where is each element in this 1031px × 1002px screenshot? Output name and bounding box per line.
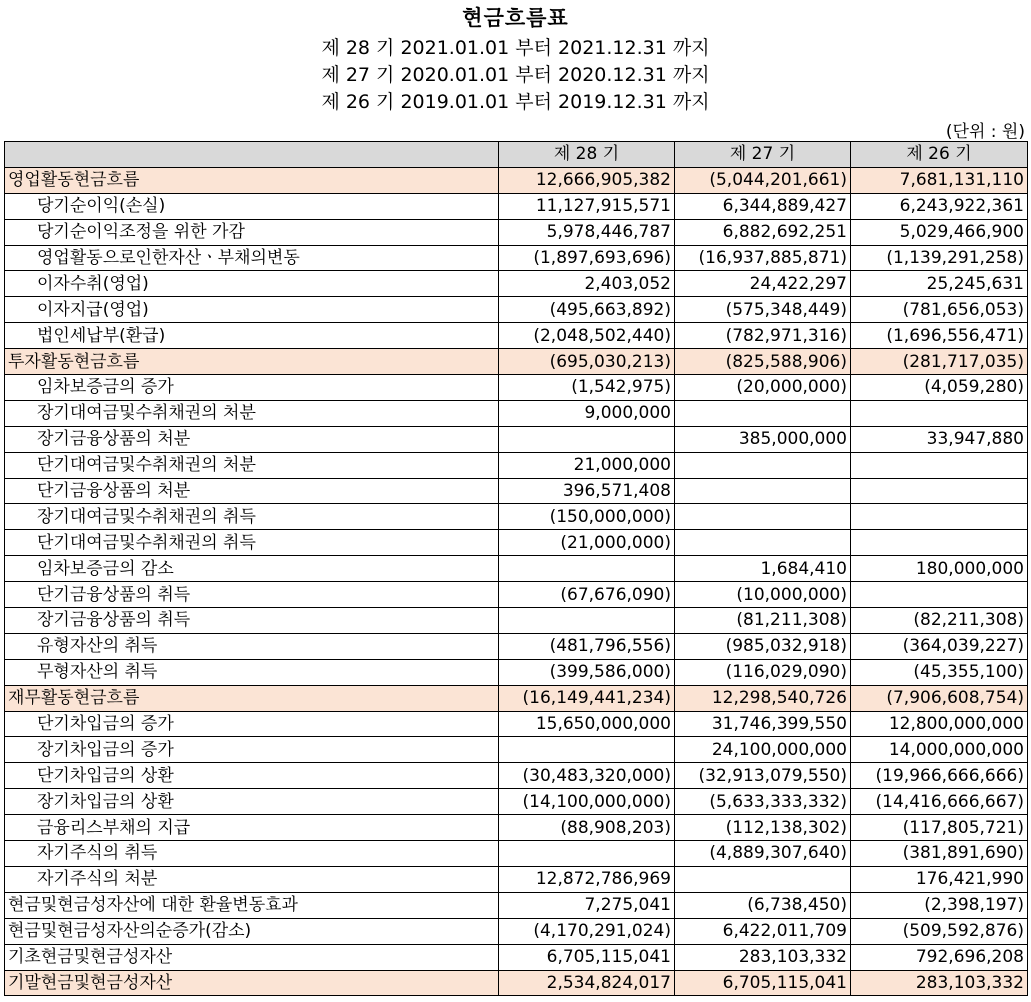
row-value-26: [851, 582, 1028, 608]
row-value-27: (32,913,079,550): [675, 763, 851, 789]
row-value-28: [499, 608, 675, 634]
row-value-26: (281,717,035): [851, 349, 1028, 375]
row-label: 이자지급(영업): [5, 297, 499, 323]
row-label: 법인세납부(환급): [5, 323, 499, 349]
row-value-27: 6,882,692,251: [675, 219, 851, 245]
row-value-28: (88,908,203): [499, 815, 675, 841]
row-value-26: (19,966,666,666): [851, 763, 1028, 789]
row-value-28: 15,650,000,000: [499, 711, 675, 737]
row-value-27: [675, 866, 851, 892]
table-row: [5, 608, 1028, 634]
header-period-27: 제 27 기: [675, 142, 851, 168]
row-label: 기초현금및현금성자산: [5, 944, 499, 970]
row-value-27: (985,032,918): [675, 633, 851, 659]
table-row: [5, 944, 1028, 970]
table-row: [5, 582, 1028, 608]
row-value-27: [675, 452, 851, 478]
row-value-28: (30,483,320,000): [499, 763, 675, 789]
table-row: [5, 193, 1028, 219]
row-value-26: [851, 504, 1028, 530]
table-row: [5, 323, 1028, 349]
unit-label: (단위 : 원): [945, 122, 1025, 142]
row-value-26: (509,592,876): [851, 918, 1028, 944]
row-label: 영업활동현금흐름: [5, 167, 499, 193]
table-row: [5, 866, 1028, 892]
row-value-27: 6,344,889,427: [675, 193, 851, 219]
row-value-26: (7,906,608,754): [851, 685, 1028, 711]
row-value-26: (2,398,197): [851, 892, 1028, 918]
row-value-27: 6,705,115,041: [675, 970, 851, 996]
row-value-28: (399,586,000): [499, 659, 675, 685]
row-value-28: (21,000,000): [499, 530, 675, 556]
row-value-27: (782,971,316): [675, 323, 851, 349]
row-value-27: 12,298,540,726: [675, 685, 851, 711]
table-row: [5, 659, 1028, 685]
row-value-27: (5,633,333,332): [675, 789, 851, 815]
row-value-27: 6,422,011,709: [675, 918, 851, 944]
table-row: [5, 711, 1028, 737]
row-label: 단기차입금의 증가: [5, 711, 499, 737]
row-value-28: 7,275,041: [499, 892, 675, 918]
row-label: 단기대여금및수취채권의 취득: [5, 530, 499, 556]
cash-flow-table: [4, 141, 1028, 996]
table-row: [5, 245, 1028, 271]
table-row: [5, 685, 1028, 711]
row-label: 장기차입금의 상환: [5, 789, 499, 815]
table-row: [5, 970, 1028, 996]
row-value-28: 2,403,052: [499, 271, 675, 297]
row-label: 자기주식의 처분: [5, 866, 499, 892]
row-value-28: [499, 841, 675, 867]
row-value-27: [675, 530, 851, 556]
period-line-26: 제 26 기 2019.01.01 부터 2019.12.31 까지: [321, 91, 710, 113]
row-value-26: 7,681,131,110: [851, 167, 1028, 193]
header-period-26: 제 26 기: [851, 142, 1028, 168]
row-value-28: (1,897,693,696): [499, 245, 675, 271]
row-value-26: 283,103,332: [851, 970, 1028, 996]
table-row: [5, 530, 1028, 556]
row-value-26: (1,139,291,258): [851, 245, 1028, 271]
row-value-26: (117,805,721): [851, 815, 1028, 841]
row-label: 기말현금및현금성자산: [5, 970, 499, 996]
row-value-27: [675, 400, 851, 426]
row-value-28: 21,000,000: [499, 452, 675, 478]
row-label: 단기금융상품의 처분: [5, 478, 499, 504]
row-value-26: [851, 452, 1028, 478]
row-value-28: 2,534,824,017: [499, 970, 675, 996]
row-label: 장기대여금및수취채권의 처분: [5, 400, 499, 426]
table-row: [5, 297, 1028, 323]
row-value-26: [851, 478, 1028, 504]
row-label: 단기금융상품의 취득: [5, 582, 499, 608]
table-row: [5, 633, 1028, 659]
row-label: 장기금융상품의 처분: [5, 426, 499, 452]
row-label: 당기순이익(손실): [5, 193, 499, 219]
table-row: [5, 349, 1028, 375]
row-value-27: 24,422,297: [675, 271, 851, 297]
table-row: [5, 763, 1028, 789]
row-value-26: [851, 530, 1028, 556]
header-blank: [5, 142, 499, 168]
row-value-26: 180,000,000: [851, 556, 1028, 582]
row-label: 무형자산의 취득: [5, 659, 499, 685]
table-row: [5, 478, 1028, 504]
header-period-28: 제 28 기: [499, 142, 675, 168]
row-value-26: (364,039,227): [851, 633, 1028, 659]
row-value-26: (14,416,666,667): [851, 789, 1028, 815]
row-value-26: (781,656,053): [851, 297, 1028, 323]
row-label: 단기대여금및수취채권의 처분: [5, 452, 499, 478]
row-value-27: (112,138,302): [675, 815, 851, 841]
row-value-28: (16,149,441,234): [499, 685, 675, 711]
table-row: [5, 219, 1028, 245]
row-value-27: (5,044,201,661): [675, 167, 851, 193]
row-value-27: (20,000,000): [675, 375, 851, 401]
row-label: 자기주식의 취득: [5, 841, 499, 867]
table-row: [5, 918, 1028, 944]
row-value-27: (575,348,449): [675, 297, 851, 323]
row-value-28: 11,127,915,571: [499, 193, 675, 219]
row-value-26: 6,243,922,361: [851, 193, 1028, 219]
row-label: 유형자산의 취득: [5, 633, 499, 659]
row-value-26: (381,891,690): [851, 841, 1028, 867]
row-label: 단기차입금의 상환: [5, 763, 499, 789]
table-row: [5, 452, 1028, 478]
row-label: 영업활동으로인한자산ㆍ부채의변동: [5, 245, 499, 271]
row-label: 임차보증금의 감소: [5, 556, 499, 582]
row-value-28: 12,872,786,969: [499, 866, 675, 892]
table-row: [5, 737, 1028, 763]
row-value-28: (14,100,000,000): [499, 789, 675, 815]
row-value-28: 396,571,408: [499, 478, 675, 504]
row-label: 장기대여금및수취채권의 취득: [5, 504, 499, 530]
row-value-26: (1,696,556,471): [851, 323, 1028, 349]
row-value-27: (6,738,450): [675, 892, 851, 918]
row-value-27: 31,746,399,550: [675, 711, 851, 737]
table-row: [5, 789, 1028, 815]
row-value-26: 5,029,466,900: [851, 219, 1028, 245]
row-value-28: [499, 426, 675, 452]
row-value-28: 12,666,905,382: [499, 167, 675, 193]
row-value-26: 14,000,000,000: [851, 737, 1028, 763]
row-value-28: (495,663,892): [499, 297, 675, 323]
row-value-27: 283,103,332: [675, 944, 851, 970]
table-header-row: [5, 142, 1028, 168]
row-value-27: (10,000,000): [675, 582, 851, 608]
table-row: [5, 167, 1028, 193]
row-value-28: [499, 737, 675, 763]
row-value-26: 33,947,880: [851, 426, 1028, 452]
row-label: 당기순이익조정을 위한 가감: [5, 219, 499, 245]
row-label: 장기금융상품의 취득: [5, 608, 499, 634]
row-value-27: 385,000,000: [675, 426, 851, 452]
row-value-28: (4,170,291,024): [499, 918, 675, 944]
row-value-27: [675, 478, 851, 504]
row-value-28: (2,048,502,440): [499, 323, 675, 349]
row-value-27: [675, 504, 851, 530]
row-value-28: 9,000,000: [499, 400, 675, 426]
row-value-26: 792,696,208: [851, 944, 1028, 970]
row-value-27: (116,029,090): [675, 659, 851, 685]
period-line-28: 제 28 기 2021.01.01 부터 2021.12.31 까지: [321, 37, 710, 59]
row-value-28: [499, 556, 675, 582]
table-row: [5, 815, 1028, 841]
row-label: 이자수취(영업): [5, 271, 499, 297]
row-value-26: 176,421,990: [851, 866, 1028, 892]
table-row: [5, 504, 1028, 530]
row-value-26: 25,245,631: [851, 271, 1028, 297]
row-value-27: (16,937,885,871): [675, 245, 851, 271]
row-label: 금융리스부채의 지급: [5, 815, 499, 841]
period-line-27: 제 27 기 2020.01.01 부터 2020.12.31 까지: [321, 64, 710, 86]
row-value-27: (4,889,307,640): [675, 841, 851, 867]
table-row: [5, 375, 1028, 401]
table-row: [5, 271, 1028, 297]
statement-title: 현금흐름표: [462, 6, 569, 30]
row-label: 임차보증금의 증가: [5, 375, 499, 401]
row-value-28: (150,000,000): [499, 504, 675, 530]
row-value-27: 24,100,000,000: [675, 737, 851, 763]
table-row: [5, 426, 1028, 452]
row-value-28: (1,542,975): [499, 375, 675, 401]
row-label: 현금및현금성자산에 대한 환율변동효과: [5, 892, 499, 918]
row-value-28: (695,030,213): [499, 349, 675, 375]
row-value-26: 12,800,000,000: [851, 711, 1028, 737]
row-value-28: (481,796,556): [499, 633, 675, 659]
row-label: 장기차입금의 증가: [5, 737, 499, 763]
table-row: [5, 556, 1028, 582]
row-value-28: 5,978,446,787: [499, 219, 675, 245]
table-row: [5, 400, 1028, 426]
row-value-27: (81,211,308): [675, 608, 851, 634]
row-value-26: (45,355,100): [851, 659, 1028, 685]
row-label: 현금및현금성자산의순증가(감소): [5, 918, 499, 944]
row-value-26: (82,211,308): [851, 608, 1028, 634]
row-value-28: (67,676,090): [499, 582, 675, 608]
table-row: [5, 841, 1028, 867]
row-value-27: 1,684,410: [675, 556, 851, 582]
row-value-28: 6,705,115,041: [499, 944, 675, 970]
row-label: 재무활동현금흐름: [5, 685, 499, 711]
row-value-26: (4,059,280): [851, 375, 1028, 401]
row-value-26: [851, 400, 1028, 426]
row-label: 투자활동현금흐름: [5, 349, 499, 375]
row-value-27: (825,588,906): [675, 349, 851, 375]
table-row: [5, 892, 1028, 918]
